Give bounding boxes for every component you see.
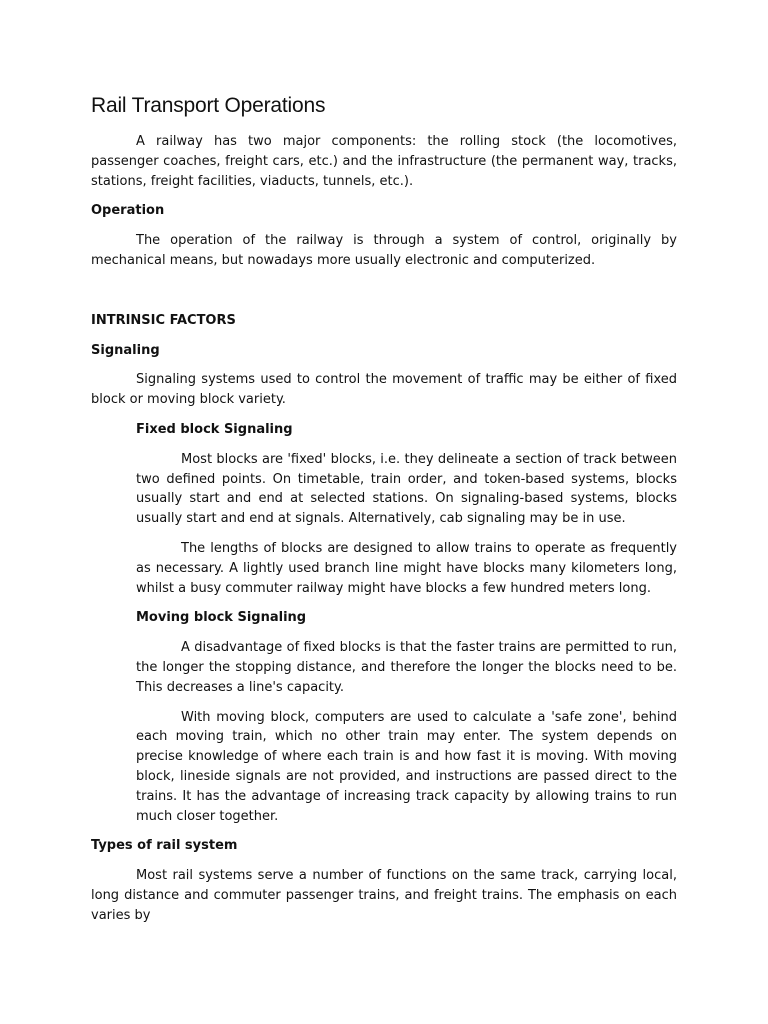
types-paragraph: Most rail systems serve a number of functions on the same track, carrying local, long distance and commuter passenger trains, and freight trains. The emphasis on each varies by	[91, 868, 677, 923]
moving-block-paragraph-2: With moving block, computers are used to calculate a 'safe zone', behind each moving train, which no other train may enter. The system depends on precise knowledge of where each train is and how fast it is moving. With moving block, lineside signals are not provided, and instructions are passed direct to the trains. It has the advantage of increasing track capacity by allowing trains to run much closer together.	[136, 709, 677, 824]
operation-paragraph: The operation of the railway is through a system of control, originally by mechanical means, but nowadays more usually electronic and computerized.	[91, 233, 677, 268]
types-heading: Types of rail system	[91, 838, 238, 854]
fixed-block-heading: Fixed block Signaling	[136, 421, 293, 437]
fixed-block-paragraph-1: Most blocks are 'fixed' blocks, i.e. they delineate a section of track between two defined points. On timetable, train order, and token-based systems, blocks usually start and end at selected stations. On signaling-based systems, blocks usually start and end at signals. Alternatively, cab signaling may be in use.	[136, 451, 677, 527]
fixed-block-section	[136, 420, 677, 826]
signaling-paragraph: Signaling systems used to control the movement of traffic may be either of fixed block or moving block variety.	[91, 372, 677, 408]
signaling-heading: Signaling	[91, 342, 160, 358]
intro-paragraph: A railway has two major components: the rolling stock (the locomotives, passenger coaches, freight cars, etc.) and the infrastructure (the permanent way, tracks, stations, freight facilities, viaducts, tunnels, etc.).	[91, 134, 677, 189]
document-page	[91, 92, 677, 936]
page-title: Rail Transport Operations	[91, 94, 326, 117]
intrinsic-factors-heading: INTRINSIC FACTORS	[91, 312, 236, 328]
moving-block-paragraph-1: A disadvantage of fixed blocks is that the faster trains are permitted to run, the longer the stopping distance, and therefore the longer the blocks need to be. This decreases a line's capacity.	[136, 640, 677, 695]
fixed-block-paragraph-2: The lengths of blocks are designed to allow trains to operate as frequently as necessary. A lightly used branch line might have blocks many kilometers long, whilst a busy commuter railway might have blocks a few hundred meters long.	[136, 540, 677, 596]
moving-block-heading: Moving block Signaling	[136, 610, 307, 626]
section-gap	[91, 281, 677, 311]
operation-heading: Operation	[91, 203, 165, 219]
